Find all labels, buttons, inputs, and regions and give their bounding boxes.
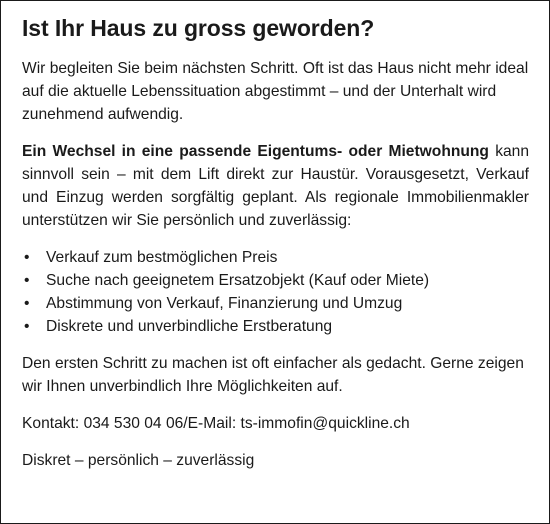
offer-lead: Ein Wechsel in eine passende Eigentums- oder Mietwohnung <box>22 143 489 160</box>
services-list <box>22 246 529 338</box>
headline: Ist Ihr Haus zu gross geworden? <box>22 15 375 41</box>
tagline: Diskret – persönlich – zuverlässig <box>22 452 255 469</box>
list-item <box>22 269 529 292</box>
list-item-text: Diskrete und unverbindliche Erstberatung <box>46 318 333 335</box>
email-label: E-Mail: <box>187 415 237 432</box>
phone-number[interactable]: 034 530 04 06 <box>83 415 184 432</box>
list-item-text: Suche nach geeignetem Ersatzobjekt (Kauf oder Miete) <box>46 272 430 289</box>
phone-label: Kontakt: <box>22 415 80 432</box>
closing-paragraph: Den ersten Schritt zu machen ist oft einfacher als gedacht. Gerne zeigen wir Ihnen unverbindlich Ihre Möglichkeiten auf. <box>22 355 524 395</box>
email-address[interactable]: ts-immofin@quickline.ch <box>240 415 410 432</box>
bullet-icon: • <box>24 249 30 266</box>
list-item-text: Verkauf zum bestmöglichen Preis <box>46 249 278 266</box>
offer-text: kann sinnvoll sein – mit dem Lift direkt zur Haustür. Vorausgesetzt, Verkauf und Einzug werden sorgfältig geplant. Als regionale Immobilienmakler unterstützen wir Sie persönlich und zuverlässig: <box>22 143 530 229</box>
bullet-icon: • <box>24 318 30 335</box>
contact-separator: / <box>183 415 188 432</box>
contact-line <box>22 412 529 435</box>
list-item <box>22 315 529 338</box>
bullet-icon: • <box>24 272 30 289</box>
list-item-text: Abstimmung von Verkauf, Finanzierung und Umzug <box>46 295 403 312</box>
intro-paragraph: Wir begleiten Sie beim nächsten Schritt. Oft ist das Haus nicht mehr ideal auf die aktuelle Lebenssituation abgestimmt – und der Unterhalt wird zunehmend aufwendig. <box>22 60 529 123</box>
list-item <box>22 292 529 315</box>
offer-paragraph <box>22 140 529 232</box>
list-item <box>22 246 529 269</box>
bullet-icon: • <box>24 295 30 312</box>
